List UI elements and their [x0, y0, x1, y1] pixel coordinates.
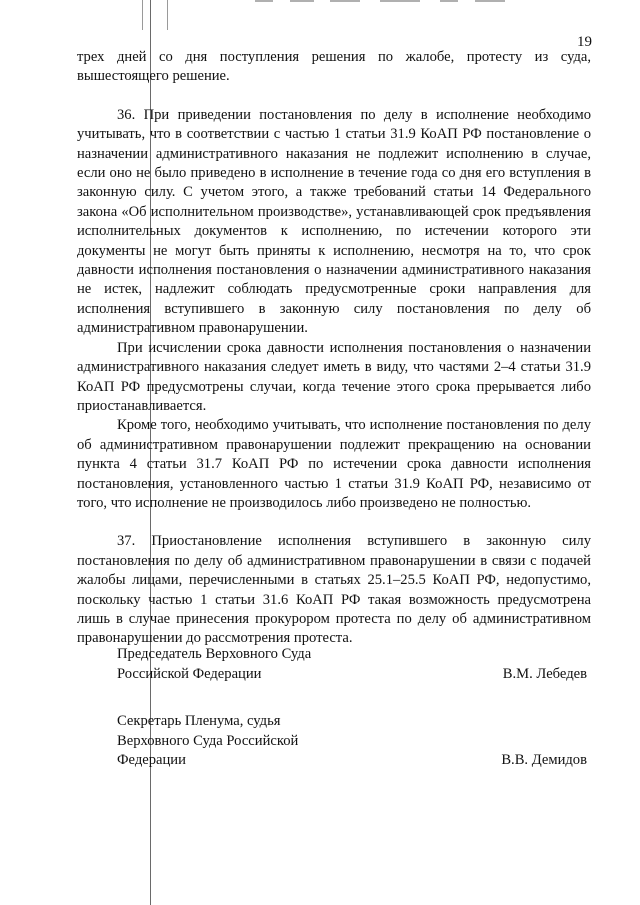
signature-block-secretary: [117, 712, 587, 771]
signatory-title-line: Верховного Суда Российской: [117, 732, 299, 749]
scan-artifact-mark: [475, 0, 505, 2]
paragraph-36: 36. При приведении постановления по делу в исполнение необходимо учитывать, что в соответствии с частью 1 статьи 31.9 КоАП РФ постановление о назначении административного наказания не подлежит исполнению в случае, если оно не было приведено в исполнение в течение года со дня его вступления в законную силу. С учетом этого, а также требований статьи 14 Федерального закона «Об исполнительном производстве», устанавливающей срок предъявления исполнительных документов к исполнению, по истечении которого эти документы не могут быть приняты к исполнению, несмотря на то, что срок давности исполнения постановления о назначении административного наказания не истек, надлежит соблюдать предусмотренные сроки направления для исполнения вступившего в законную силу постановления по делу об административном правонарушении.: [77, 106, 591, 337]
scan-artifact-mark: [255, 0, 273, 2]
signatory-name: В.В. Демидов: [501, 752, 587, 768]
document-body: [77, 48, 591, 649]
signatory-name: В.М. Лебедев: [502, 665, 587, 682]
page-number: 19: [577, 34, 592, 50]
paragraph-continuation: трех дней со дня поступления решения по жалобе, протесту из суда, вышестоящего решение.: [77, 49, 591, 85]
scan-artifact-mark: [380, 0, 420, 2]
scan-artifact-mark: [330, 0, 360, 2]
scan-artifact-line: [167, 0, 168, 30]
scan-artifact-mark: [440, 0, 458, 2]
paragraph-37: 37. Приостановление исполнения вступившего в законную силу постановления по делу об административном правонарушении в связи с подачей жалобы лицами, перечисленными в статьях 25.1–25.5 КоАП РФ, недопустимо, поскольку частью 1 статьи 31.6 КоАП РФ такая возможность предусмотрена лишь в случае принесения прокурором протеста по делу об административном правонарушении до рассмотрения протеста.: [77, 533, 591, 647]
paragraph-36-termination: Кроме того, необходимо учитывать, что исполнение постановления по делу об административном правонарушении подлежит прекращению на основании пункта 4 статьи 31.7 КоАП РФ по истечении срока давности исполнения постановления, установленного частью 1 статьи 31.9 КоАП РФ, независимо от того, что исполнение не производилось либо произведено не полностью.: [77, 417, 591, 511]
scan-artifact-mark: [290, 0, 314, 2]
scan-artifact-line: [142, 0, 143, 30]
signatory-title-line: Секретарь Пленума, судья: [117, 713, 281, 729]
signatory-title-line: Российской Федерации: [117, 665, 262, 682]
signatory-title-line: Председатель Верховного Суда: [117, 646, 312, 662]
signature-block-chairman: [117, 645, 587, 684]
signatory-title-line: Федерации: [117, 752, 186, 768]
paragraph-36-limitation: При исчислении срока давности исполнения постановления о назначении административного наказания следует иметь в виду, что частями 2–4 статьи 31.9 КоАП РФ предусмотрены случаи, когда течение этого срока прерывается либо приостанавливается.: [77, 339, 591, 414]
